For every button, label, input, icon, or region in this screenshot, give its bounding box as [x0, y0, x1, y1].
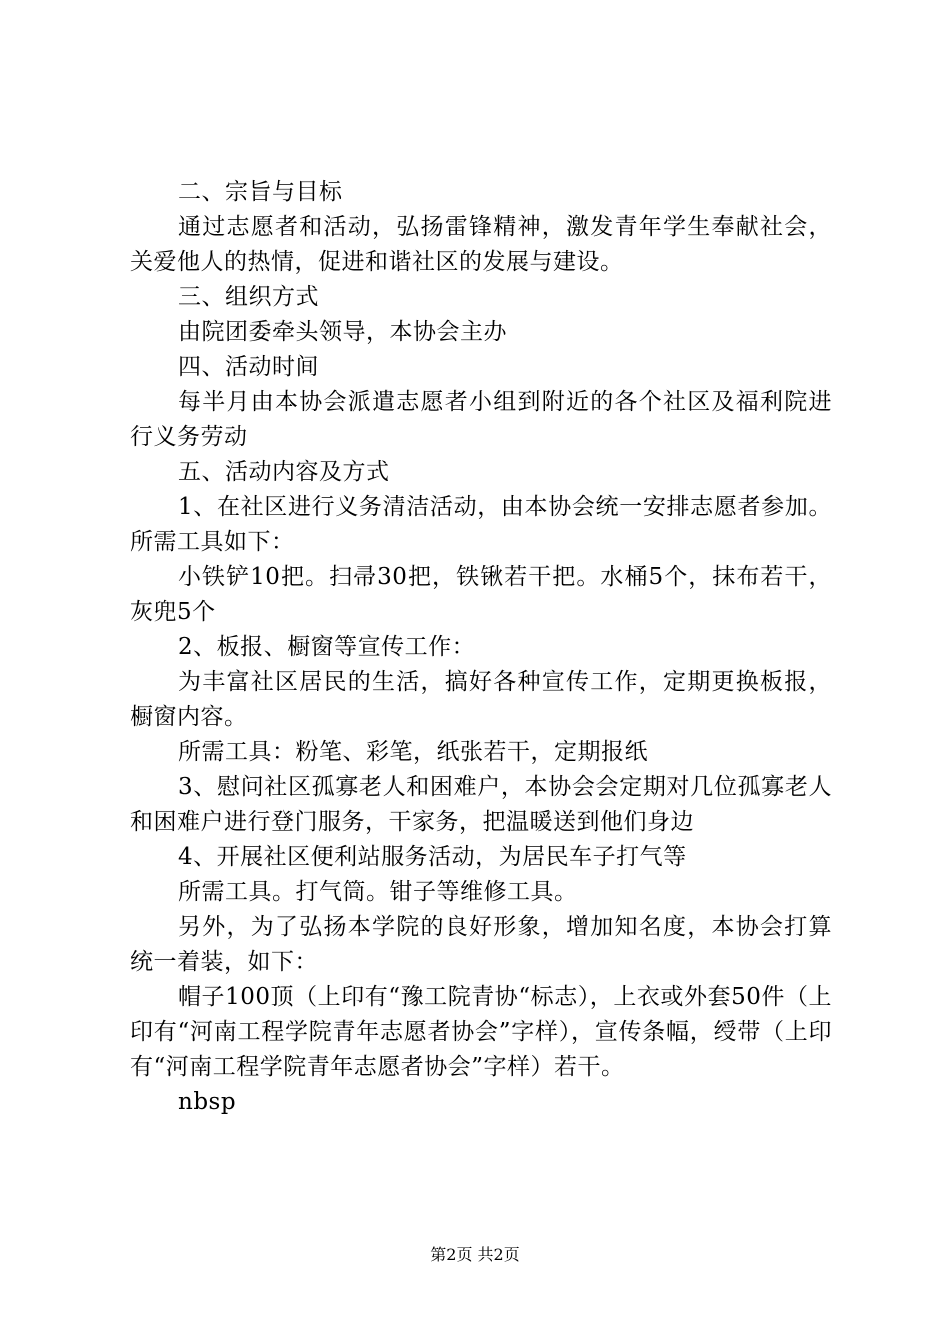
- paragraph-uniform: 另外，为了弘扬本学院的良好形象，增加知名度，本协会打算统一着装，如下：: [130, 914, 832, 975]
- paragraph-item-2: 2、板报、橱窗等宣传工作：: [178, 634, 476, 660]
- document-body: [130, 175, 832, 1120]
- paragraph-organization: 由院团委牵头领导，本协会主办: [178, 319, 507, 345]
- paragraph-item-2-detail: 为丰富社区居民的生活，搞好各种宣传工作，定期更换板报，橱窗内容。: [130, 669, 832, 730]
- paragraph-item-3: 3、慰问社区孤寡老人和困难户，本协会会定期对几位孤寡老人和困难户进行登门服务，干家务，把温暖送到他们身边: [130, 774, 832, 835]
- paragraph-purpose: 通过志愿者和活动，弘扬雷锋精神，激发青年学生奉献社会，关爱他人的热情，促进和谐社区的发展与建设。: [130, 214, 832, 275]
- page-footer: 第2页 共2页: [430, 1245, 520, 1264]
- paragraph-item-1: 1、在社区进行义务清洁活动，由本协会统一安排志愿者参加。所需工具如下：: [130, 494, 832, 555]
- heading-purpose: 二、宗旨与目标: [178, 179, 343, 205]
- paragraph-nbsp: nbsp: [178, 1089, 237, 1115]
- heading-organization: 三、组织方式: [178, 284, 319, 310]
- paragraph-item-4: 4、开展社区便利站服务活动，为居民车子打气等: [178, 844, 687, 870]
- paragraph-time: 每半月由本协会派遣志愿者小组到附近的各个社区及福利院进行义务劳动: [130, 389, 832, 450]
- paragraph-tools-2: 所需工具：粉笔、彩笔，纸张若干，定期报纸: [178, 739, 648, 765]
- paragraph-tools-4: 所需工具。打气筒。钳子等维修工具。: [178, 879, 578, 905]
- heading-time: 四、活动时间: [178, 354, 319, 380]
- paragraph-tools-1: 小铁铲10把。扫帚30把，铁锹若干把。水桶5个，抹布若干，灰兜5个: [130, 564, 832, 625]
- paragraph-uniform-detail: 帽子100顶（上印有“豫工院青协“标志），上衣或外套50件（上印有“河南工程学院青年志愿者协会”字样），宣传条幅，绶带（上印有“河南工程学院青年志愿者协会”字样）若干。: [130, 984, 832, 1080]
- heading-content: 五、活动内容及方式: [178, 459, 390, 485]
